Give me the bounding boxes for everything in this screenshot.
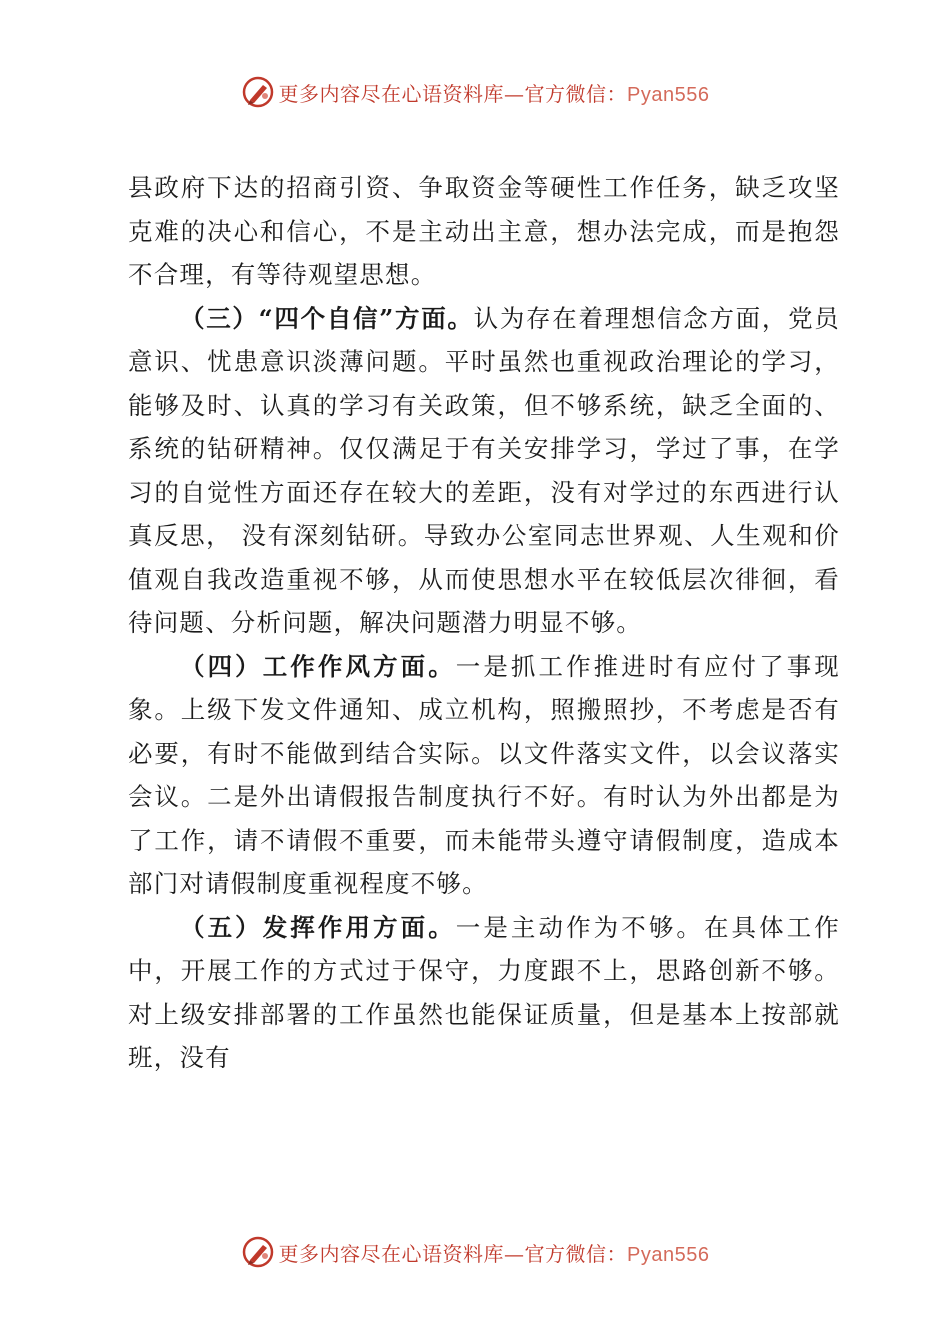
paragraph-4-body: 一是主动作为不够。在具体工作中，开展工作的方式过于保守，力度跟不上，思路创新不够。对上级安排部署的工作虽然也能保证质量，但是基本上按部就班，没有 bbox=[128, 912, 840, 1072]
paragraph-3-heading: （四）工作作风方面。 bbox=[180, 651, 456, 681]
paragraph-1-body: 县政府下达的招商引资、争取资金等硬性工作任务，缺乏攻坚克难的决心和信心，不是主动出主意，想办法完成，而是抱怨不合理，有等待观望思想。 bbox=[128, 173, 840, 289]
paragraph-3-body: 一是抓工作推进时有应付了事现象。上级下发文件通知、成立机构，照搬照抄，不考虑是否有必要，有时不能做到结合实际。以文件落实文件，以会议落实会议。二是外出请假报告制度执行不好。有时认为外出都是为了工作，请不请假不重要，而未能带头遵守请假制度，造成本部门对请假制度重视程度不够。 bbox=[128, 651, 840, 898]
paragraph-2-heading: （三）“四个自信”方面。 bbox=[180, 303, 474, 333]
paragraph-1 bbox=[128, 166, 840, 297]
paragraph-3 bbox=[128, 645, 840, 906]
pen-seal-icon bbox=[241, 1235, 275, 1269]
document-body bbox=[128, 166, 840, 1080]
banner-handle: Pyan556 bbox=[627, 83, 710, 106]
header-banner bbox=[0, 70, 950, 114]
paragraph-2 bbox=[128, 297, 840, 645]
banner-handle: Pyan556 bbox=[627, 1243, 710, 1266]
paragraph-4 bbox=[128, 906, 840, 1080]
pen-seal-icon bbox=[241, 75, 275, 109]
banner-text: 更多内容尽在心语资料库—官方微信： bbox=[278, 1241, 628, 1266]
banner-text: 更多内容尽在心语资料库—官方微信： bbox=[278, 81, 628, 106]
paragraph-4-heading: （五）发挥作用方面。 bbox=[180, 912, 456, 942]
footer-banner bbox=[0, 1230, 950, 1274]
paragraph-2-body: 认为存在着理想信念方面，党员意识、忧患意识淡薄问题。平时虽然也重视政治理论的学习，能够及时、认真的学习有关政策，但不够系统，缺乏全面的、系统的钻研精神。仅仅满足于有关安排学习，学过了事，在学习的自觉性方面还存在较大的差距，没有对学过的东西进行认真反思， 没有深刻钻研。导致办公室同志世界观、人生观和价值观自我改造重视不够，从而使思想水平在较低层次徘徊，看待问题、分析问题，解决问题潜力明显不够。 bbox=[128, 303, 840, 637]
